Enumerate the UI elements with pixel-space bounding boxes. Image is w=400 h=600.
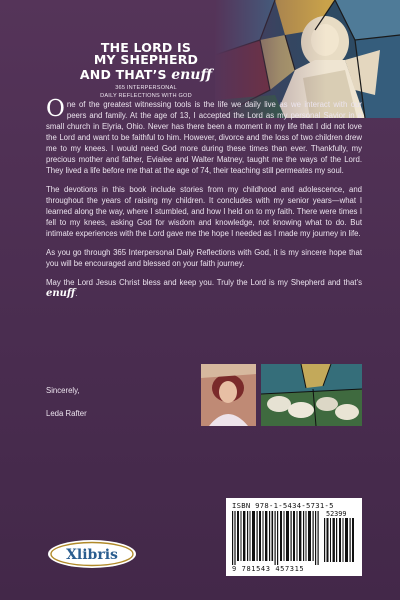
xlibris-logo-text: Xlibris xyxy=(66,547,118,563)
paragraph-1-text: ne of the greatest witnessing tools is the life we daily live as we interact with our peers and family. At the age of 13, I accepted the Lord as my personal Savior in a small church in Elyria, Ohio. Never has there been a moment in my life that I did not love the Lord and want to be faithful to him. However, divorce and the loss of two children drew me to my knees. I would need God more during these times than ever. Thankfully, my precious mother and father, Evialee and Walter Matney, taught me the ways of the Lord. They lived a life before me that at the age of 74, their teaching still permeates my soul. xyxy=(46,100,362,175)
price-addon-text: 52399 xyxy=(326,510,347,518)
ean-barcode-bars xyxy=(232,511,320,565)
closing-salutation: Sincerely, xyxy=(46,386,80,395)
isbn-barcode xyxy=(226,498,362,576)
drop-cap: O xyxy=(46,96,65,122)
stained-glass-sheep-image xyxy=(261,364,362,426)
paragraph-3: As you go through 365 Interpersonal Daily Reflections with God, it is my sincere hope that you will be encouraged and blessed on your faith journey. xyxy=(46,248,362,268)
xlibris-logo xyxy=(44,537,140,571)
paragraph-4-enuff: enuff xyxy=(46,288,76,299)
title-line-3 xyxy=(76,66,216,84)
title-line-1: THE LORD IS xyxy=(100,40,192,55)
title-line-2: MY SHEPHERD xyxy=(93,52,199,67)
paragraph-4 xyxy=(46,277,362,299)
paragraph-4-end: . xyxy=(75,289,78,298)
isbn-text: ISBN 978-1-5434-5731-5 xyxy=(232,501,334,510)
back-cover-blurb xyxy=(46,96,362,307)
author-name: Leda Rafter xyxy=(46,409,87,418)
addon-barcode-bars xyxy=(324,518,356,562)
paragraph-2: The devotions in this book include stories from my childhood and adolescence, and throughout the years of raising my children. It concludes with my senior years—what I learned along the way, where I stumbled, and how I held on to my faith. There were times I fell to my knees, asking God for wisdom and knowledge, not knowing what to do. But intimate experiences with the Lord gave me the hope I needed as I made my journey in life. xyxy=(46,185,362,238)
subtitle-line-1: 365 INTERPERSONAL xyxy=(115,85,177,91)
author-photo xyxy=(201,364,256,426)
subtitle-line-2: DAILY REFLECTIONS WITH GOD xyxy=(100,93,192,99)
paragraph-4-text: May the Lord Jesus Christ bless and keep you. Truly the Lord is my Shepherd and that’s xyxy=(46,278,362,287)
title-enuff-word: enuff xyxy=(171,67,213,83)
title-line-3-prefix: AND THAT’S xyxy=(79,67,167,82)
title-block xyxy=(76,42,216,100)
ean-number-text: 9 781543 457315 xyxy=(232,565,305,573)
